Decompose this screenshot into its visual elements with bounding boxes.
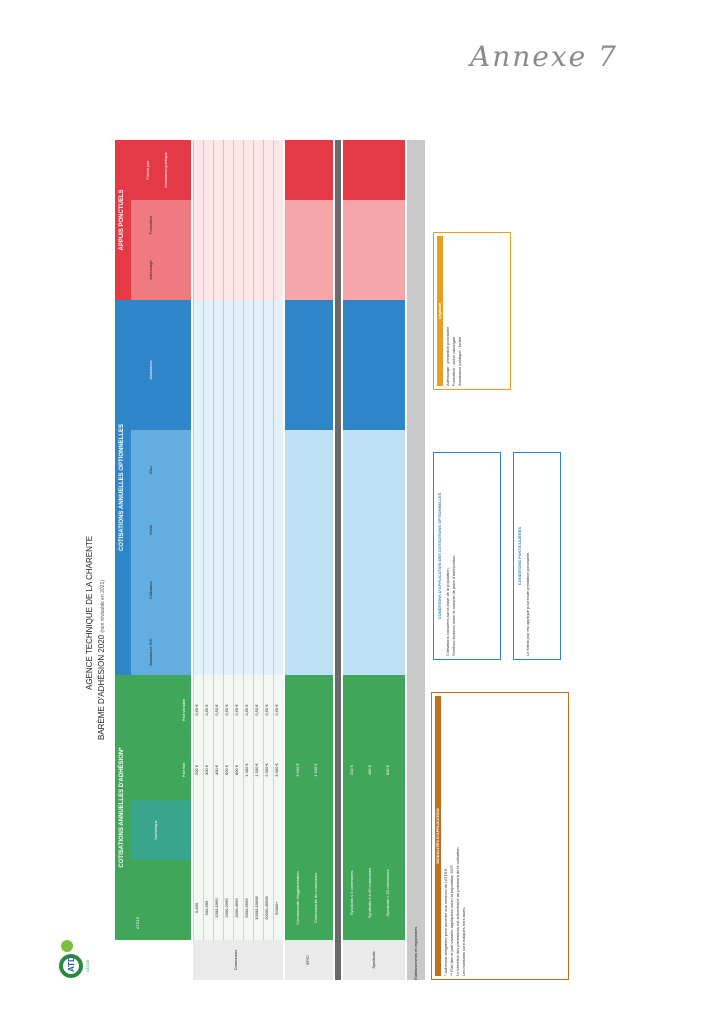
note-mid-title: CONDITIONS D'APPLICATION DES COTISATIONS OPTIONNELLES: [437, 492, 442, 620]
syndicat-row-fixe: 200 €: [349, 765, 354, 776]
commune-row-var: 0,50 €: [264, 704, 269, 716]
commune-row-fixe: 300 €: [204, 765, 209, 776]
note-left-line: Les montants sont indiqués hors taxes.: [461, 906, 466, 976]
commune-row-tranche: 5000-9999: [244, 898, 249, 918]
commune-row-fixe: 3 000 €: [274, 763, 279, 777]
commune-row-var: 0,50 €: [244, 704, 249, 716]
note-left-line: ** Part fixe et part variable appliquées selon la population DGF.: [449, 864, 454, 976]
org-title: AGENCE TECHNIQUE DE LA CHARENTE: [85, 535, 94, 690]
commune-row-var: 0,50 €: [234, 704, 239, 716]
logo-text: ATD16: [85, 959, 90, 972]
section-adhesion: COTISATIONS ANNUELLES D'ADHÉSION*: [119, 747, 125, 868]
syndicats-blue-dark: [343, 300, 405, 430]
colhead-red-dark: [131, 140, 191, 200]
rotated-sheet: [53, 130, 668, 990]
syndicat-row-tranche: Syndicats > 20 communes: [385, 869, 390, 917]
commune-row-tranche: 50000+: [274, 901, 279, 915]
col-assistance-sig: Assistance SIG: [148, 638, 153, 666]
note-mid: [433, 452, 501, 660]
commune-row-tranche: 0-499: [194, 902, 199, 914]
other-row-label: Etablissements et organismes: [413, 926, 418, 980]
commune-row-var: 0,50 €: [274, 704, 279, 716]
section-ponctuels: APPUIS PONCTUELS: [119, 189, 125, 251]
syndicat-row-tranche: Syndicats 6 à 20 communes: [367, 867, 372, 919]
bareme-label: BARÈME D'ADHÉSION 2020: [97, 634, 106, 740]
col-adressage: Adressage: [148, 260, 153, 280]
note-mid-line: Cotisations calculées sur la base de la population.: [445, 567, 450, 656]
epci-label: EPCI: [305, 955, 310, 965]
commune-row-var: 0,50 €: [254, 704, 259, 716]
commune-row-var: 0,50 €: [194, 704, 199, 716]
note-mid2: [513, 452, 561, 660]
col-numerique: Numérique: [153, 820, 158, 840]
epci-red-dark: [285, 140, 333, 200]
syndicat-row-fixe: 400 €: [367, 765, 372, 776]
commune-row-fixe: 600 €: [224, 765, 229, 776]
note-left-line: Le bénéfice des prestations est subordonné au paiement de la cotisation.: [455, 846, 460, 976]
col-part-fixe: Part fixe: [181, 762, 186, 778]
commune-row-tranche: 500-999: [204, 900, 209, 916]
commune-row-var: 0,50 €: [214, 704, 219, 716]
epci-blue-dark: [285, 300, 333, 430]
svg-text:ATD: ATD: [67, 956, 76, 972]
note-right-line: Formation : selon catalogue: [451, 336, 456, 386]
epci-green: [285, 675, 333, 940]
communes-label: Communes: [233, 949, 238, 971]
note-right: [433, 232, 511, 390]
separator-bar: [335, 140, 341, 980]
note-left-line: * Adhésion obligatoire pour accéder aux services de l'ATD16.: [443, 867, 448, 976]
colhead-blue-dark: [131, 300, 191, 430]
note-right-title: Légende: [437, 236, 443, 386]
commune-row-fixe: 800 €: [234, 765, 239, 776]
col-assistance-juridique: Assistance juridique: [163, 152, 168, 188]
syndicats-red-dark: [343, 140, 405, 200]
commune-row-fixe: 200 €: [194, 765, 199, 776]
atd-logo: [57, 936, 85, 980]
syndicat-row-tranche: Syndicats ≤ 5 communes: [349, 870, 354, 916]
note-right-line: Assistance juridique : forfait: [457, 337, 462, 386]
col-voirie: Voirie: [148, 525, 153, 536]
commune-row-var: 0,50 €: [204, 704, 209, 716]
commune-row-fixe: 400 €: [214, 765, 219, 776]
commune-row-fixe: 1 500 €: [254, 763, 259, 777]
epci-row-tranche: Communauté de communes: [313, 872, 318, 924]
other-row-band: [407, 140, 425, 980]
note-mid-line: Services facturés selon le nombre de jours d'intervention.: [451, 554, 456, 656]
bareme-note: (non révisable en 2021): [100, 580, 106, 633]
note-right-line: Adressage : prestation ponctuelle: [445, 326, 450, 386]
note-mid2-line: Le forfait jour est appliqué pour toute prestation ponctuelle.: [525, 551, 530, 656]
note-left-title: MODALITÉS D'APPLICATION: [435, 696, 441, 976]
commune-row-fixe: 1 000 €: [244, 763, 249, 777]
section-optionnelles: COTISATIONS ANNUELLES OPTIONNELLES: [119, 424, 125, 552]
bareme-title: [97, 580, 106, 740]
epci-row-fixe: 3 000 €: [295, 763, 300, 777]
commune-row-fixe: 2 000 €: [264, 763, 269, 777]
commune-row-var: 0,50 €: [224, 704, 229, 716]
syndicats-label: Syndicats: [371, 951, 376, 969]
col-forfait-jour: Forfait jour: [145, 160, 150, 180]
commune-row-tranche: 10000-19999: [254, 896, 259, 920]
col-eau: Eau: [148, 466, 153, 474]
note-left: [431, 692, 569, 980]
communes-grid: [193, 140, 283, 940]
commune-row-tranche: 2000-2999: [224, 898, 229, 918]
epci-row-fixe: 1 500 €: [313, 763, 318, 777]
syndicat-row-fixe: 800 €: [385, 765, 390, 776]
note-mid2-title: CONDITIONS PARTICULIÈRES: [517, 526, 522, 586]
col-cotisation: Cotisation: [148, 581, 153, 599]
col-formation: Formation: [148, 216, 153, 235]
col-part-variable: Part variable: [181, 698, 186, 722]
annex-label: Annexe 7: [470, 40, 618, 73]
communes-label-band: [193, 940, 283, 980]
col-assistance: Assistance: [148, 360, 153, 380]
colhead-teal: [131, 800, 191, 860]
epci-row-tranche: Communauté d'agglomération: [295, 871, 300, 925]
commune-row-tranche: 1000-1999: [214, 898, 219, 918]
col-atd: ATD16: [135, 916, 140, 930]
commune-row-tranche: 3000-4999: [234, 898, 239, 918]
commune-row-tranche: 20000-49999: [264, 896, 269, 920]
